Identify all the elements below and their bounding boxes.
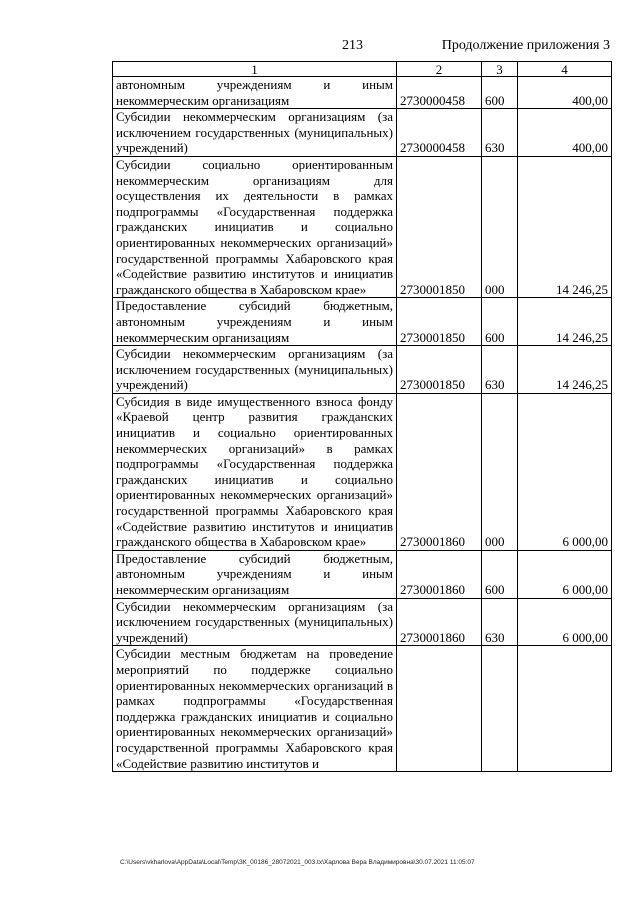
table-row [113,77,612,109]
row-sum: 6 000,00 [518,393,612,550]
header-col-2: 2 [397,62,482,77]
table-row [113,393,612,550]
row-kind: 000 [482,156,518,297]
row-sum: 6 000,00 [518,598,612,646]
row-code [397,646,482,772]
row-kind: 630 [482,346,518,394]
row-code: 2730001850 [397,346,482,394]
row-name: Субсидии некоммерческим организациям (за исключением государственных (муниципальных) учреждений) [113,109,397,157]
table-body [113,77,612,772]
row-name: Предоставление субсидий бюджетным, автономным учреждениям и иным некоммерческим организациям [113,298,397,346]
row-name: Субсидии социально ориентированным некоммерческим организациям для осуществления их деятельности в рамках подпрограммы «Государственная поддержка гражданских инициатив и социально ориентированных некоммерческих организаций» государственной программы Хабаровского края «Содействие развитию институтов и инициатив гражданского общества в Хабаровском крае» [113,156,397,297]
row-name: Субсидии некоммерческим организациям (за исключением государственных (муниципальных) учреждений) [113,346,397,394]
row-sum: 14 246,25 [518,346,612,394]
header-row [113,62,612,77]
row-kind: 600 [482,550,518,598]
row-sum: 400,00 [518,77,612,109]
header-col-3: 3 [482,62,518,77]
row-sum: 400,00 [518,109,612,157]
continuation-label: Продолжение приложения 3 [441,38,610,53]
table-row [113,550,612,598]
row-sum: 14 246,25 [518,156,612,297]
table-row [113,598,612,646]
row-name: Субсидия в виде имущественного взноса фонду «Краевой центр развития гражданских инициатив и социально ориентированных некоммерческих организаций» в рамках подпрограммы «Государственная поддержка гражданских инициатив и социально ориентированных некоммерческих организаций» государственной программы Хабаровского края «Содействие развитию институтов и инициатив гражданского общества в Хабаровском крае» [113,393,397,550]
row-name: Субсидии местным бюджетам на проведение мероприятий по поддержке социально ориентированных некоммерческих организаций в рамках подпрограммы «Государственная поддержка гражданских инициатив и социально ориентированных некоммерческих организаций» государственной программы Хабаровского края «Содействие развитию институтов и [113,646,397,772]
page-number: 213 [342,38,363,53]
table-header [113,62,612,77]
row-name: Предоставление субсидий бюджетным, автономным учреждениям и иным некоммерческим организациям [113,550,397,598]
row-kind: 000 [482,393,518,550]
row-kind [482,646,518,772]
row-code: 2730001860 [397,393,482,550]
row-kind: 600 [482,77,518,109]
file-path-footer: C:\Users\vkharlova\AppData\Local\Temp\ЗК_00186_28072021_003.tx\Харлова Вера Владимировна\30.07.2021 11:05:07 [120,859,475,866]
row-code: 2730001860 [397,598,482,646]
table-row [113,156,612,297]
table-row [113,109,612,157]
row-sum: 14 246,25 [518,298,612,346]
table-row [113,646,612,772]
row-name: Субсидии некоммерческим организациям (за исключением государственных (муниципальных) учреждений) [113,598,397,646]
row-sum: 6 000,00 [518,550,612,598]
row-code: 2730000458 [397,77,482,109]
row-code: 2730000458 [397,109,482,157]
header-col-1: 1 [113,62,397,77]
budget-table [112,61,612,772]
row-code: 2730001860 [397,550,482,598]
row-code: 2730001850 [397,298,482,346]
table-row [113,346,612,394]
header-col-4: 4 [518,62,612,77]
row-kind: 600 [482,298,518,346]
row-kind: 630 [482,109,518,157]
row-code: 2730001850 [397,156,482,297]
row-sum [518,646,612,772]
row-kind: 630 [482,598,518,646]
table-row [113,298,612,346]
row-name: автономным учреждениям и иным некоммерческим организациям [113,77,397,109]
